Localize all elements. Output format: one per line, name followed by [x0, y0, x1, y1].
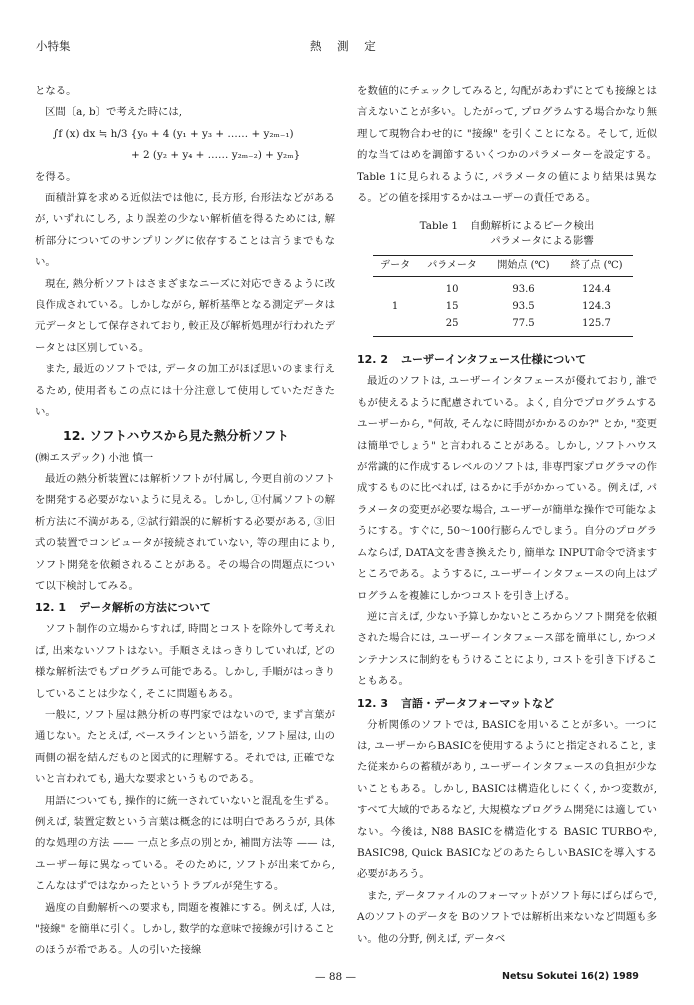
table-cell: 25: [417, 315, 487, 337]
table-cell: 1: [391, 301, 399, 313]
table-cell: [373, 277, 417, 299]
paragraph: 逆に言えば, 少ない予算しかないところからソフト開発を依頼された場合には, ユーザーインタフェース部を簡単にし, かつメンテナンスに制約をもうけることにより, コストを引き下げることもある。: [357, 610, 657, 688]
subsection-title: 言語・データフォーマットなど: [401, 696, 555, 710]
left-column: [35, 81, 335, 962]
section-label: 小特集: [36, 39, 71, 53]
table-caption: [357, 219, 657, 234]
subsection-number: 12. 2: [357, 353, 388, 367]
subsection-12-3-heading: [357, 693, 657, 715]
spacer: [357, 337, 657, 349]
table-row: [373, 277, 633, 299]
journal-citation: Netsu Sokutei 16(2) 1989: [502, 971, 639, 982]
subsection-title: データ解析の方法について: [79, 601, 211, 615]
column-header: 終了点 (℃): [560, 256, 633, 277]
table-row: [373, 315, 633, 337]
paragraph: 一般に, ソフト屋は熱分析の専門家ではないので, まず言葉が通じない。たとえば, ベースラインという語を, ソフト屋は, 山の両側の裾を結んだものと図式的に理解する。それでは, 正確でないと言われても, 過大な要求というものである。: [35, 708, 335, 786]
paragraph: となる。: [35, 85, 77, 97]
table-cell: 15: [445, 301, 459, 313]
subsection-12-2-heading: [357, 349, 657, 371]
table-cell: 93.6: [512, 284, 535, 296]
subsection-number: 12. 3: [357, 696, 388, 710]
paragraph: 用語についても, 操作的に統一されていないと混乱を生ずる。例えば, 装置定数という言葉は概念的には明白であろうが, 具体的な処理の方法 —— 一点と多点の別とか, 補間方法等 —— は, ユーザー毎に異なっている。そのために, ソフトが出来てから, こんなはずではなかったというトラブルが発生する。: [35, 794, 335, 893]
table-cell: 124.3: [582, 301, 611, 313]
table-cell: 10: [445, 284, 459, 296]
table-label: Table 1: [419, 220, 459, 233]
author-line: (㈱エスデック) 小池 慎一: [35, 451, 154, 464]
paragraph: を得る。: [35, 170, 77, 183]
paragraph: 区間〔a, b〕で考えた時には,: [45, 106, 183, 119]
peak-detection-table: [373, 255, 633, 337]
column-header: 開始点 (℃): [487, 256, 560, 277]
table-row: [373, 298, 633, 315]
paragraph: 分析関係のソフトでは, BASICを用いることが多い。一つには, ユーザーからBASICを使用するようにと指定されること, また従来からの蓄積があり, ユーザーインタフェースの負担が少ないこともある。しかし, BASICは構造化しにくく, かつ変数が, すべて大域的であるなど, 大規模なプログラム開発には適していない。今後は, N88 BASICを構造化する BASIC TURBOや, BASIC98, Quick BASICなどのあたらしいBASICを導入する必要があろう。: [357, 718, 657, 881]
paragraph: 過度の自動解析への要求も, 問題を複雑にする。例えば, 人は, "接線" を簡単に引く。しかし, 数学的な意味で接線が引けることのほうが希である。人の引いた接線: [35, 901, 335, 957]
paragraph: また, 最近のソフトでは, データの加工がほぼ思いのまま行えるため, 使用者もこの点には十分注意して使用していただきたい。: [35, 363, 335, 419]
subsection-12-1-heading: [35, 597, 335, 619]
paragraph: 最近の熱分析装置には解析ソフトが付属し, 今更自前のソフトを開発する必要がないように見える。しかし, ①付属ソフトの解析方法に不満がある, ②試行錯誤的に解析する必要がある, ③旧式の装置でコンピュータが接続されていない, 等の理由により, ソフト開発を依頼されることがある。その場合の問題点について以下検討してみる。: [35, 472, 335, 592]
table-cell: 125.7: [560, 315, 633, 337]
page-number: — 88 —: [315, 971, 357, 983]
paragraph: 現在, 熱分析ソフトはさまざまなニーズに対応できるように改良作成されている。しかしながら, 解析基準となる測定データは元データとして保存されており, 較正及び解析処理が行われたデータとは区別している。: [35, 277, 335, 354]
subsection-number: 12. 1: [35, 601, 66, 615]
paragraph: ソフト制作の立場からすれば, 時間とコストを除外して考えれば, 出来ないソフトはない。手順さえはっきりしていれば, どの様な解析法でもプログラム可能である。しかし, 手順がはっきりしていることは少なく, そこに問題もある。: [35, 623, 335, 700]
running-title: 熱 測 定: [310, 39, 382, 53]
column-header: パラメータ: [417, 256, 487, 277]
right-column: [357, 81, 657, 950]
table-cell: 77.5: [487, 315, 560, 337]
equation-line-2: + 2 (y₂ + y₄ + …… y₂ₘ₋₂) + y₂ₘ}: [131, 149, 301, 162]
column-header: データ: [373, 256, 417, 277]
equation-line-1: ∫f (x) dx ≒ h/3 {y₀ + 4 (y₁ + y₃ + …… + y₂ₘ₋₁): [53, 127, 294, 140]
paragraph: 面積計算を求める近似法では他に, 長方形, 台形法などがあるが, いずれにしろ, より誤差の少ない解析値を得るためには, 解析部分についてのサンプリングに依存することは言うまでもない。: [35, 192, 335, 269]
table-caption-line-2: パラメータによる影響: [490, 235, 594, 248]
section-12-title: 12. ソフトハウスから見た熱分析ソフト: [63, 427, 289, 443]
table-caption-line-1: 自動解析によるピーク検出: [470, 220, 595, 233]
paragraph: 最近のソフトは, ユーザーインタフェースが優れており, 誰でもが使えるように配慮されている。よく, 自分でプログラムするユーザーから, "何故, そんなに時間がかかるのか?" とか, "変更は簡単でしょう" と言われることがある。しかし, ソフトハウスが常識的に作成するレベルのソフトは, 非専門家プログラマの作成するものに比べれば, はるかに手がかかっている。例えば, パラメータの変更が必要な場合, ユーザーが簡単な操作で可能なようにする。すぐに, 50〜100行膨らんでしまう。自分のプログラムならば, DATA文を書き換えたり, 簡単な INPUT命令で済ますところである。ようするに, ユーザーインタフェースの向上はプログラムを複雑にしかつコストを引き上げる。: [357, 375, 657, 602]
paragraph: また, データファイルのフォーマットがソフト毎にばらばらで, Aのソフトのデータを Bのソフトでは解析出来ないなど問題も多い。他の分野, 例えば, データベ: [357, 889, 657, 945]
paragraph: を数値的にチェックしてみると, 勾配があわずにとても接線とは言えないことが多い。したがって, プログラムする場合かなり無理して現物合わせ的に "接線" を引くことになる。そして, 近似的な当てはめを調節するいくつかのパラメーターを設定する。Table 1に見られるように, パラメータの値により結果は異なる。どの値を採用するかはユーザーの責任である。: [357, 85, 657, 205]
table-cell: 124.4: [582, 284, 611, 296]
table-cell: 93.5: [512, 301, 535, 313]
table-header-row: [373, 256, 633, 277]
table-cell: [373, 315, 417, 337]
subsection-title: ユーザーインタフェース仕様について: [401, 353, 587, 367]
